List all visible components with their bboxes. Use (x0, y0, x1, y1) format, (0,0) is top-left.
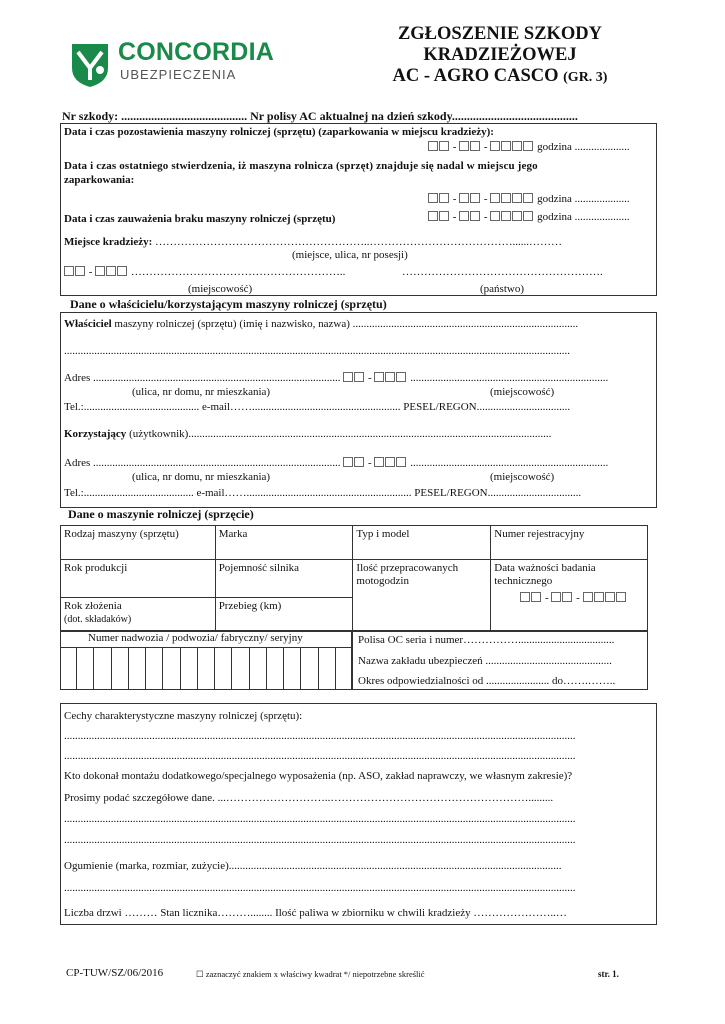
motohours-cell[interactable]: Ilość przepracowanych motogodzin (353, 560, 491, 632)
user-address[interactable]: Adres .......................................................................................... - ........................................................................ (64, 457, 609, 469)
last-seen-label2: zaparkowania: (64, 174, 135, 186)
tires-line[interactable]: Ogumienie (marka, rozmiar, zużycie)......................................................................................................................... (64, 860, 562, 872)
assembly-year-label: Rok złożenia (64, 600, 122, 612)
page-title (370, 24, 630, 88)
machine-section-title: Dane o maszynie rolniczej (sprzęcie) (68, 507, 254, 521)
owner-label: Właściciel (64, 318, 112, 330)
mileage-cell[interactable]: Przebieg (km) (215, 598, 353, 632)
title-line2: KRADZIEŻOWEJ (423, 45, 577, 65)
footer-note-text: zaznaczyć znakiem x właściwy kwadrat */ niepotrzebne skreślić (205, 969, 425, 979)
theft-place[interactable] (64, 236, 562, 249)
owner-line[interactable] (64, 318, 578, 331)
address-label: Adres .......................................................................................... (64, 372, 341, 384)
town-dots: ………………………………………………….. (130, 266, 346, 278)
parked-label: Data i czas pozostawienia maszyny rolniczej (sprzętu) (zaparkowania w miejscu kradzieży): (64, 126, 494, 138)
place-hint: (miejsce, ulica, nr posesji) (292, 249, 408, 261)
logo-subtitle: UBEZPIECZENIA (120, 67, 237, 82)
insurer-line[interactable]: Nazwa zakładu ubezpieczeń .............................................. (358, 655, 612, 667)
form-code: CP-TUW/SZ/06/2016 (66, 967, 164, 979)
theft-place-dots: …………………………………………………..…………………………………......……… (155, 236, 563, 248)
features-dots-2[interactable]: .......................................................................................................................................................................................... (64, 750, 576, 762)
country-dots[interactable]: ………………………………………………. (402, 266, 603, 278)
claim-number-line: Nr szkody: .......................................... Nr polisy AC aktualnej na dzień szkody.......................................... (62, 109, 578, 123)
oc-policy-line[interactable]: Polisa OC seria i numer……………................................... (358, 634, 615, 646)
logo (68, 36, 278, 92)
theft-postcode[interactable]: - ………………………………………………….. (64, 266, 345, 279)
engine-cell[interactable]: Pojemność silnika (215, 560, 353, 598)
inspection-label: Data ważności badania technicznego (494, 562, 596, 587)
brand-cell[interactable]: Marka (215, 526, 353, 560)
owner-section-title: Dane o właścicielu/korzystającym maszyny rolniczej (sprzętu) (70, 297, 387, 311)
vin-label: Numer nadwozia / podwozia/ fabryczny/ seryjny (88, 632, 303, 644)
machine-table (60, 525, 648, 632)
machine-type-cell[interactable]: Rodzaj maszyny (sprzętu) (61, 526, 216, 560)
theft-place-label: Miejsce kradzieży: (64, 236, 153, 248)
model-cell[interactable]: Typ i model (353, 526, 491, 560)
noticed-date[interactable]: - - godzina .................... (428, 211, 630, 224)
tires-dots[interactable]: .......................................................................................................................................................................................... (64, 882, 576, 894)
address-label: Adres .......................................................................................... (64, 457, 341, 469)
town-hint: (miejscowość) (490, 471, 555, 483)
town-hint: (miejscowość) (490, 386, 555, 398)
features-label: Cechy charakterystyczne maszyny rolniczej (sprzętu): (64, 710, 303, 722)
owner-dots[interactable]: ........................................................................................................................................................................................ (64, 345, 570, 357)
equipment-question: Kto dokonał montażu dodatkowego/specjalnego wyposażenia (np. ASO, zakład naprawczy, we własnym zakresie)? (64, 770, 573, 782)
user-line[interactable] (64, 428, 551, 441)
street-hint: (ulica, nr domu, nr mieszkania) (132, 386, 271, 398)
vin-grid[interactable] (60, 647, 352, 690)
registration-cell[interactable]: Numer rejestracyjny (491, 526, 648, 560)
user-rest: (użytkownik).................................................................................................................................... (126, 428, 552, 440)
godzina-text: godzina .................... (537, 141, 630, 153)
address-after: ........................................................................ (410, 372, 609, 384)
godzina-text: godzina .................... (537, 211, 630, 223)
inspection-cell[interactable]: Data ważności badania technicznego - - (491, 560, 648, 632)
page-number: str. 1. (598, 969, 619, 979)
noticed-label: Data i czas zauważenia braku maszyny rolniczej (sprzętu) (64, 213, 336, 225)
godzina-text: godzina .................... (537, 193, 630, 205)
details-line[interactable]: Prosimy podać szczegółowe dane. ...………………………..………………………………………………......... (64, 792, 554, 804)
assembly-year-cell[interactable] (61, 598, 216, 632)
user-label: Korzystający (64, 428, 127, 440)
logo-name: CONCORDIA (118, 38, 274, 66)
town-hint: (miejscowość) (188, 283, 253, 295)
address-after: ........................................................................ (410, 457, 609, 469)
doors-counter-fuel-line[interactable]: Liczba drzwi ……… Stan licznika………........ Ilość paliwa w zbiorniku w chwili kradzieży …………………..… (64, 907, 567, 919)
street-hint: (ulica, nr domu, nr mieszkania) (132, 471, 271, 483)
user-contact[interactable]: Tel.:........................................ e-mail……............................................................ PESEL/REGON.................................. (64, 487, 582, 499)
footer-note (196, 969, 425, 980)
features-dots-1[interactable]: .......................................................................................................................................................................................... (64, 730, 576, 742)
details-dots-2[interactable]: .......................................................................................................................................................................................... (64, 834, 576, 846)
country-hint: (państwo) (480, 283, 524, 295)
owner-rest: maszyny rolniczej (sprzętu) (imię i nazwisko, nazwa) .................................................................................. (111, 318, 579, 330)
last-seen-date[interactable]: - - godzina .................... (428, 193, 630, 206)
title-line1: ZGŁOSZENIE SZKODY (397, 24, 603, 44)
details-dots-1[interactable]: .......................................................................................................................................................................................... (64, 813, 576, 825)
owner-address[interactable]: Adres .......................................................................................... - ........................................................................ (64, 372, 609, 384)
last-seen-label: Data i czas ostatniego stwierdzenia, iż maszyna rolnicza (sprzęt) znajduje się nadal w miejscu jego (64, 160, 538, 172)
title-line3: AC - AGRO CASCO (392, 66, 559, 86)
parked-date[interactable]: - - godzina .................... (428, 141, 630, 154)
checkbox-icon: ☐ (196, 969, 204, 979)
liability-period-line[interactable]: Okres odpowiedzialności od ....................... do…….…….. (358, 675, 616, 687)
owner-contact[interactable]: Tel.:.......................................... e-mail……...................................................... PESEL/REGON.................................. (64, 401, 571, 413)
assembly-year-sub: (dot. składaków) (64, 614, 132, 625)
prod-year-cell[interactable]: Rok produkcji (61, 560, 216, 598)
title-group: (GR. 3) (563, 70, 608, 85)
concordia-logo-icon (68, 40, 112, 88)
